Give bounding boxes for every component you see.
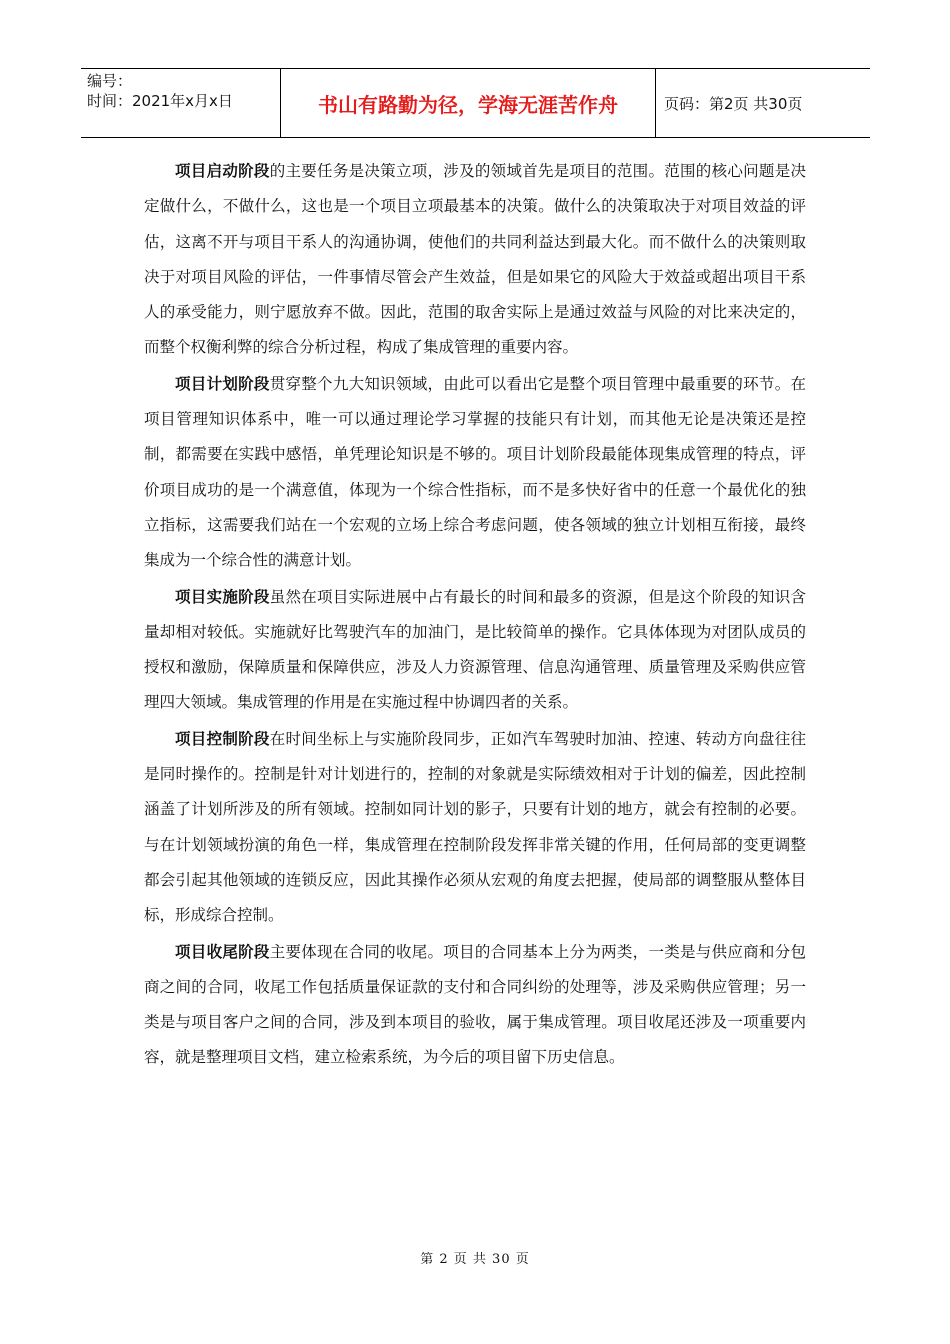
document-body [144,153,806,1076]
paragraph-text: 虽然在项目实际进展中占有最长的时间和最多的资源，但是这个阶段的知识含量却相对较低。实施就好比驾驶汽车的加油门，是比较简单的操作。它具体体现为对团队成员的授权和激励，保障质量和保障供应，涉及人力资源管理、信息沟通管理、质量管理及采购供应管理四大领域。集成管理的作用是在实施过程中协调四者的关系。 [144,587,806,712]
header-motto: 书山有路勤为径，学海无涯苦作舟 [281,69,656,137]
paragraph-initiation [144,153,806,366]
header-meta [81,69,281,137]
page-footer: 第 2 页 共 30 页 [420,1252,530,1267]
paragraph-heading: 项目收尾阶段 [175,941,270,961]
paragraph-control [144,721,806,934]
header-page-label: 页码：第2页 共30页 [664,94,803,113]
paragraph-heading: 项目控制阶段 [175,728,270,748]
document-time-label: 时间：2021年x月x日 [87,92,233,110]
paragraph-text: 在时间坐标上与实施阶段同步，正如汽车驾驶时加油、控速、转动方向盘往往是同时操作的。控制是针对计划进行的，控制的对象就是实际绩效相对于计划的偏差，因此控制涵盖了计划所涉及的所有领域。控制如同计划的影子，只要有计划的地方，就会有控制的必要。与在计划领域扮演的角色一样，集成管理在控制阶段发挥非常关键的作用，任何局部的变更调整都会引起其他领域的连锁反应，因此其操作必须从宏观的角度去把握，使局部的调整服从整体目标，形成综合控制。 [144,729,806,925]
paragraph-closing [144,934,806,1076]
paragraph-execution [144,579,806,721]
paragraph-text: 主要体现在合同的收尾。项目的合同基本上分为两类，一类是与供应商和分包商之间的合同，收尾工作包括质量保证款的支付和合同纠纷的处理等，涉及采购供应管理；另一类是与项目客户之间的合同，涉及到本项目的验收，属于集成管理。项目收尾还涉及一项重要内容，就是整理项目文档，建立检索系统，为今后的项目留下历史信息。 [144,942,806,1067]
paragraph-planning [144,366,806,579]
paragraph-text: 的主要任务是决策立项，涉及的领域首先是项目的范围。范围的核心问题是决定做什么，不做什么，这也是一个项目立项最基本的决策。做什么的决策取决于对项目效益的评估，这离不开与项目干系人的沟通协调，使他们的共同利益达到最大化。而不做什么的决策则取决于对项目风险的评估，一件事情尽管会产生效益，但是如果它的风险大于效益或超出项目干系人的承受能力，则宁愿放弃不做。因此，范围的取舍实际上是通过效益与风险的对比来决定的，而整个权衡利弊的综合分析过程，构成了集成管理的重要内容。 [144,162,806,357]
page-header [81,68,870,138]
paragraph-heading: 项目计划阶段 [175,373,270,393]
paragraph-text: 贯穿整个九大知识领域，由此可以看出它是整个项目管理中最重要的环节。在项目管理知识体系中，唯一可以通过理论学习掌握的技能只有计划，而其他无论是决策还是控制，都需要在实践中感悟，单凭理论知识是不够的。项目计划阶段最能体现集成管理的特点，评价项目成功的是一个满意值，体现为一个综合性指标，而不是多快好省中的任意一个最优化的独立指标，这需要我们站在一个宏观的立场上综合考虑问题，使各领域的独立计划相互衔接，最终集成为一个综合性的满意计划。 [144,374,806,570]
paragraph-heading: 项目启动阶段 [175,161,270,180]
document-number-label: 编号： [87,72,133,90]
paragraph-heading: 项目实施阶段 [175,586,270,606]
